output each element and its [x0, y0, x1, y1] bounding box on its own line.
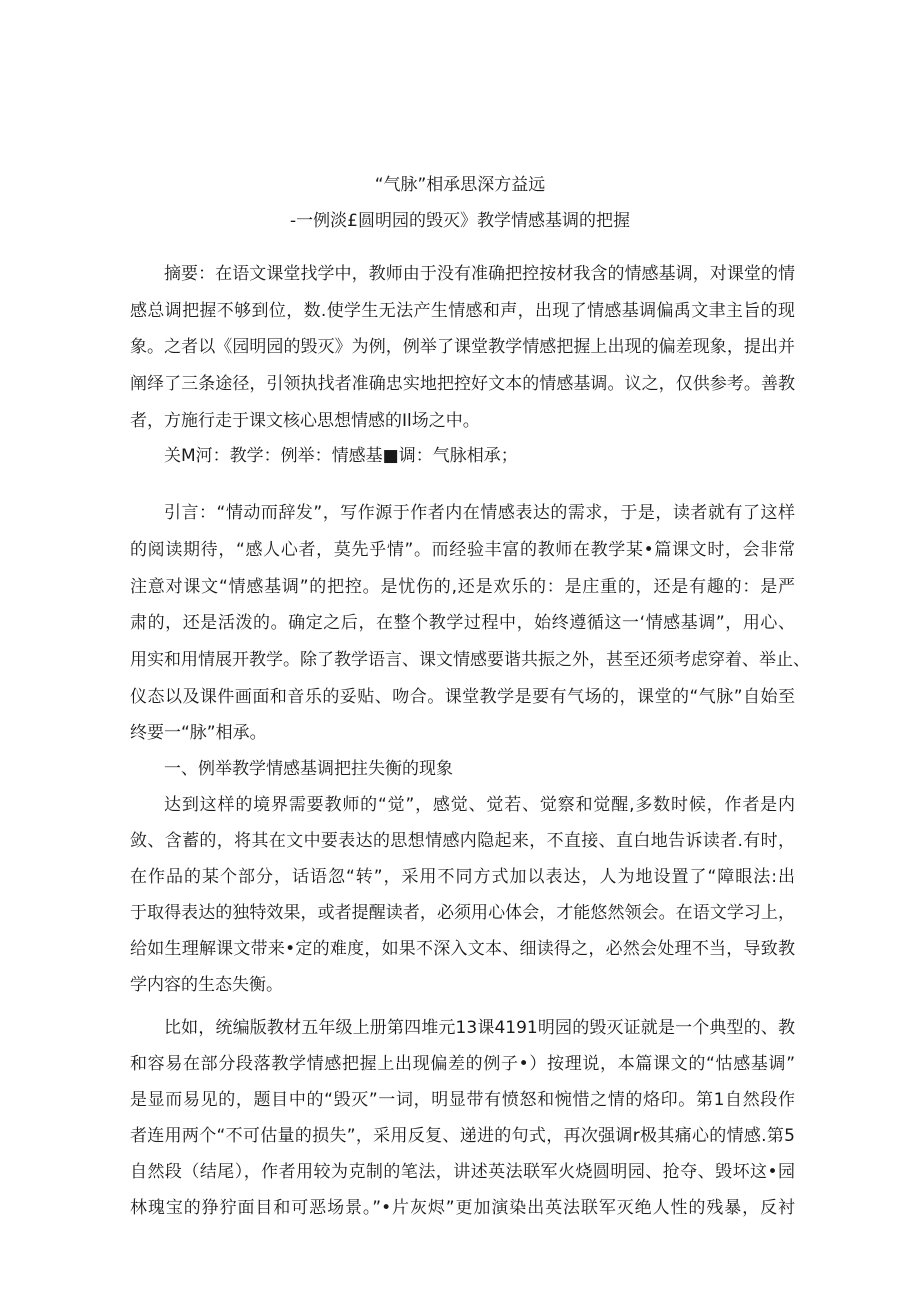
intro-line: 引言：“情动而辞发”，写作源于作者内在情感表达的需求，于是，读者就有了这样 [164, 503, 795, 523]
abstract-line: 摘要：在语文课堂找学中，教师由于没有准确把控按材我含的情感基调，对课堂的情 [164, 264, 795, 284]
intro-line: 肃的，还是活泼的。确定之后，在整个教学过程中，始终遵循这一‘情感基调”，用心、 [130, 613, 795, 633]
body-line: 自然段（结尾），作者用较为克制的笔法，讲述英法联军火烧圆明园、抢夺、毁坏这•园 [130, 1162, 795, 1182]
article-subtitle: -一例淡£圆明园的毁灭》教学情感基调的把握 [290, 211, 630, 231]
keywords-line: 关M河：教学：例举：情感基■调：气脉相承； [164, 446, 518, 466]
intro-line: 仪态以及课件画面和音乐的妥贴、吻合。课堂教学是要有气场的，课堂的“气脉”自始至 [130, 687, 795, 707]
body-line: 在作品的某个部分，话语忽“转”，采用不同方式加以表达，人为地设置了“障眼法:出 [130, 867, 795, 887]
abstract-line: 者，方施行走于课文核心思想情感的Il场之中。 [130, 411, 480, 431]
intro-line: 的阅读期待，“感人心者，莫先乎情”。而经验丰富的教师在教学某•篇课文时，会非常 [130, 540, 795, 560]
body-line: 和容易在部分段落教学情感把握上出现偏差的例子•）按理说，本篇课文的“怙感基调” [130, 1054, 795, 1074]
body-line: 于取得表达的独特效果，或者提醒读者，必须用心体会，才能悠然领会。在语文学习上， [130, 903, 795, 923]
body-line: 比如，统编版教材五年级上册第四堆元13课4191明园的毁灭证就是一个典型的、教 [164, 1018, 795, 1038]
body-line: 是显而易见的，题目中的“毁灭”一词，明显带有愤怒和惋惜之情的烙印。第1自然段作 [130, 1090, 795, 1110]
body-line: 给如生理解课文带来•定的难度，如果不深入文本、细读得之，必然会处理不当，导致教 [130, 939, 795, 959]
body-line: 达到这样的境界需要教师的“觉”，感觉、觉若、觉察和觉醒,多数时候，作者是内 [164, 795, 795, 815]
intro-line: 终要一“脉”相承。 [130, 723, 267, 743]
section-heading: 一、例举教学情感基调把拄失衡的现象 [164, 759, 453, 779]
body-line: 者连用两个“不可估量的损失”，采用反复、递进的句式，再次强调r极其痛心的情感.第5 [130, 1126, 795, 1146]
abstract-line: 阐绎了三条途径，引领执找者准确忠实地把控好文本的情感基调。议之，仅供参考。善教 [130, 374, 795, 394]
intro-line: 用实和用情展开教学。除了教学语言、课文情感要谐共振之外，甚至还须考虑穿着、举止、 [130, 650, 810, 670]
body-line: 学内容的生态失衡。 [130, 975, 283, 995]
abstract-line: 感总调把握不够到位，数.使学生无法产生情感和声，出现了情感基调偏禹文聿主旨的现 [130, 301, 795, 321]
body-line: 林瑰宝的狰狞面目和可恶场景。”•片灰烬”更加演染出英法联军灭绝人性的残暴，反衬 [130, 1198, 795, 1218]
abstract-line: 象。之者以《园明园的毁灭》为例，例举了课堂教学情感把握上出现的偏差现象，提出并 [130, 337, 795, 357]
article-title: “气脉”相承思深方益远 [374, 175, 546, 195]
intro-line: 注意对课文“情感基调”的把控。是忧伤的,还是欢乐的：是庄重的，还是有趣的：是严 [130, 577, 795, 597]
body-line: 敛、含蓄的，将其在文中要表达的思想情感内隐起来，不直接、直白地告诉读者.有时， [130, 831, 795, 851]
